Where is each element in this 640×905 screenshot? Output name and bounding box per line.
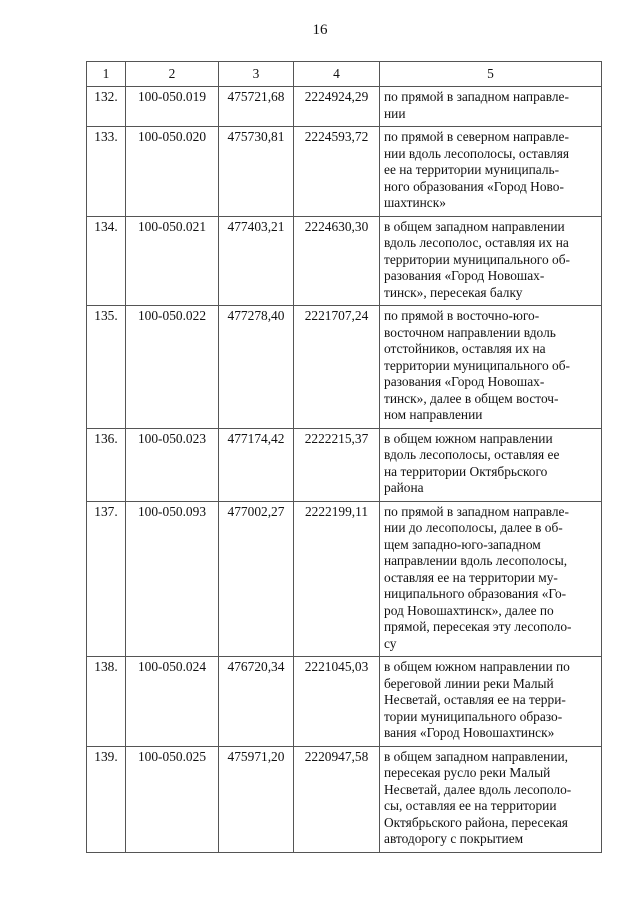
- row-number-cell: 137.: [87, 501, 126, 657]
- description-line: береговой линии реки Малый: [384, 675, 554, 691]
- y-coordinate-cell: 2221707,24: [294, 306, 380, 429]
- x-coordinate-cell: 477002,27: [219, 501, 294, 657]
- x-coordinate-cell: 475721,68: [219, 87, 294, 127]
- description-line: вания «Город Новошахтинск»: [384, 725, 555, 740]
- description-line: по прямой в западном направле-: [384, 89, 569, 104]
- description-cell: [380, 216, 602, 306]
- description-line: в общем западном направлении: [384, 218, 565, 234]
- description-line: ниципального образования «Го-: [384, 586, 567, 601]
- description-line: нии до лесополосы, далее в об-: [384, 520, 563, 535]
- description-line: восточном направлении вдоль: [384, 324, 556, 340]
- description-cell: [380, 657, 602, 747]
- description-line: в общем западном направлении,: [384, 748, 569, 764]
- table-row: [87, 216, 602, 306]
- description-cell: [380, 746, 602, 852]
- page-number: 16: [312, 22, 328, 38]
- y-coordinate-cell: 2224924,29: [294, 87, 380, 127]
- table-row: [87, 87, 602, 127]
- description-line: оставляя ее на территории му-: [384, 569, 558, 585]
- table-row: [87, 657, 602, 747]
- description-line: нии: [384, 105, 406, 121]
- row-number-cell: 136.: [87, 428, 126, 501]
- description-line: нии вдоль лесополосы, оставляя: [384, 145, 570, 161]
- y-coordinate-cell: 2220947,58: [294, 746, 380, 852]
- description-cell: [380, 87, 602, 127]
- table-body: [87, 87, 602, 853]
- point-code-cell: 100-050.022: [126, 306, 219, 429]
- description-line: по прямой в северном направле-: [384, 129, 569, 144]
- point-code-cell: 100-050.025: [126, 746, 219, 852]
- x-coordinate-cell: 476720,34: [219, 657, 294, 747]
- description-line: отстойников, оставляя их на: [384, 341, 546, 356]
- column-header: 1: [87, 62, 126, 87]
- y-coordinate-cell: 2224630,30: [294, 216, 380, 306]
- row-number-cell: 134.: [87, 216, 126, 306]
- x-coordinate-cell: 475971,20: [219, 746, 294, 852]
- y-coordinate-cell: 2221045,03: [294, 657, 380, 747]
- y-coordinate-cell: 2224593,72: [294, 127, 380, 217]
- row-number-cell: 133.: [87, 127, 126, 217]
- point-code-cell: 100-050.019: [126, 87, 219, 127]
- description-line: Несветай, оставляя ее на терри-: [384, 692, 566, 707]
- description-line: тинск», далее в общем восточ-: [384, 390, 559, 406]
- table-row: [87, 127, 602, 217]
- description-line: су: [384, 635, 397, 651]
- column-header: 2: [126, 62, 219, 87]
- point-code-cell: 100-050.023: [126, 428, 219, 501]
- description-line: разования «Город Новошах-: [384, 268, 545, 283]
- description-line: вдоль лесополос, оставляя их на: [384, 235, 569, 250]
- description-line: ного образования «Город Ново-: [384, 178, 564, 194]
- description-line: Октябрьского района, пересекая: [384, 814, 568, 830]
- description-line: района: [384, 480, 424, 495]
- point-code-cell: 100-050.021: [126, 216, 219, 306]
- description-line: щем западно-юго-западном: [384, 536, 541, 552]
- column-header: 4: [294, 62, 380, 87]
- description-cell: [380, 306, 602, 429]
- row-number-cell: 139.: [87, 746, 126, 852]
- description-line: разования «Город Новошах-: [384, 374, 545, 389]
- description-cell: [380, 127, 602, 217]
- description-line: пересекая русло реки Малый: [384, 765, 551, 780]
- description-line: направлении вдоль лесополосы,: [384, 553, 568, 568]
- y-coordinate-cell: 2222199,11: [294, 501, 380, 657]
- table-row: [87, 306, 602, 429]
- description-line: территории муниципального об-: [384, 251, 570, 267]
- row-number-cell: 138.: [87, 657, 126, 747]
- description-line: род Новошахтинск», далее по: [384, 602, 554, 618]
- x-coordinate-cell: 477174,42: [219, 428, 294, 501]
- description-cell: [380, 428, 602, 501]
- description-line: автодорогу с покрытием: [384, 831, 524, 846]
- y-coordinate-cell: 2222215,37: [294, 428, 380, 501]
- description-line: ном направлении: [384, 407, 483, 422]
- column-header: 5: [380, 62, 602, 87]
- description-line: шахтинск»: [384, 195, 446, 210]
- x-coordinate-cell: 477278,40: [219, 306, 294, 429]
- point-code-cell: 100-050.020: [126, 127, 219, 217]
- row-number-cell: 132.: [87, 87, 126, 127]
- description-line: сы, оставляя ее на территории: [384, 798, 557, 813]
- description-line: по прямой в западном направле-: [384, 503, 569, 519]
- point-code-cell: 100-050.024: [126, 657, 219, 747]
- description-line: тории муниципального образо-: [384, 708, 563, 724]
- table-row: [87, 501, 602, 657]
- description-line: по прямой в восточно-юго-: [384, 308, 540, 323]
- x-coordinate-cell: 477403,21: [219, 216, 294, 306]
- table-header-row: [87, 62, 602, 87]
- table-row: [87, 428, 602, 501]
- table-row: [87, 746, 602, 852]
- description-line: прямой, пересекая эту лесополо-: [384, 619, 572, 634]
- row-number-cell: 135.: [87, 306, 126, 429]
- description-line: территории муниципального об-: [384, 357, 570, 373]
- description-cell: [380, 501, 602, 657]
- point-code-cell: 100-050.093: [126, 501, 219, 657]
- column-header: 3: [219, 62, 294, 87]
- description-line: в общем южном направлении по: [384, 659, 570, 674]
- description-line: Несветай, далее вдоль лесополо-: [384, 781, 572, 797]
- description-line: на территории Октябрьского: [384, 463, 548, 479]
- description-line: тинск», пересекая балку: [384, 284, 523, 300]
- description-line: в общем южном направлении: [384, 430, 553, 446]
- boundary-table: [86, 61, 602, 853]
- x-coordinate-cell: 475730,81: [219, 127, 294, 217]
- description-line: вдоль лесополосы, оставляя ее: [384, 447, 560, 462]
- description-line: ее на территории муниципаль-: [384, 162, 560, 177]
